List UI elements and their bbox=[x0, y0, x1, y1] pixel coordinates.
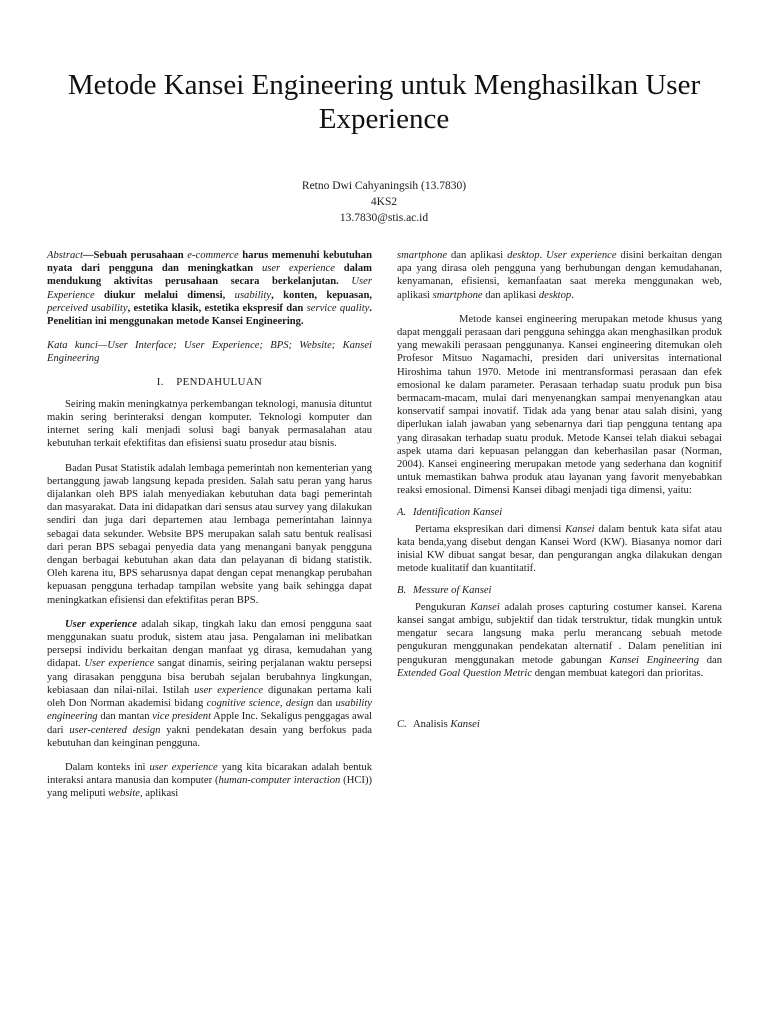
paper-title: Metode Kansei Engineering untuk Menghasilkan User Experience bbox=[67, 69, 701, 135]
paragraph-intro: Seiring makin meningkatnya perkembangan teknologi, manusia dituntut makin sering berinteraksi dengan komputer. Teknologi komputer dan internet sering kali menjadi solusi bagi banyak permasalahan atau kebutuhan terkait efektifitas dan efisiensi suatu prosedur atau bisnis. bbox=[47, 398, 372, 450]
section-title: PENDAHULUAN bbox=[176, 375, 263, 388]
paragraph-user-experience: User experience adalah sikap, tingkah laku dan emosi pengguna saat menggunakan suatu produk, sistem atau jasa. Pengalaman ini melibatkan persepsi individu berkaitan dengan manfaat yg dirasa, kemudahan yang didapat. User experience sangat dinamis, seiring perjalanan waktu persepsi yang dirasakan pengguna bisa berubah sejalan berubahnya lingkungan, kebiasaan dan nilai-nilai. Istilah user experience digunakan pertama kali oleh Don Norman akademisi bidang cognitive science, design dan usability engineering dan mantan vice president Apple Inc. Sekaligus penggagas awal dari user-centered design yakni pendekatan desain yang berfokus pada kebutuhan dan keinginan pengguna. bbox=[47, 618, 373, 749]
author-email: 13.7830@stis.ac.id bbox=[339, 212, 429, 224]
section-heading-pendahuluan bbox=[47, 376, 372, 389]
section-number: I. bbox=[156, 375, 164, 388]
subsection-heading-c: C. Analisis Kansei bbox=[397, 719, 480, 731]
paragraph-identification: Pertama ekspresikan dari dimensi Kansei dalam bentuk kata sifat atau kata benda,yang disebut dengan Kansei Word (KW). Biasanya nomor dari inisial KW dibuat sangat besar, dan pengurangan angka dilakukan dengan metode kualitatif dan kuantitatif. bbox=[397, 523, 722, 575]
abstract: Abstract—Sebuah perusahaan e-commerce harus memenuhi kebutuhan nyata dari pengguna dan meningkatkan user experience dalam mendukung aktivitas perusahaan secara berkelanjutan. User Experience diukur melalui dimensi, usability, konten, kepuasan, perceived usability, estetika klasik, estetika ekspresif dan service quality. Penelitian ini menggunakan metode Kansei Engineering. bbox=[47, 250, 373, 328]
paragraph-continued: smartphone dan aplikasi desktop. User experience disini berkaitan dengan apa yang dirasa oleh pengguna yang berhubungan dengan kemudahanan, kenyamanan, efisiensi, kemanfaatan saat mereka menggunakan web, aplikasi smartphone dan aplikasi desktop. bbox=[397, 250, 722, 301]
paragraph-kansei-method: Metode kansei engineering merupakan metode khusus yang dapat menggali perasaan dari pengguna sehingga akan menghasilkan produk yang mewakili perasaan penggunanya. Kansei engineering ditemukan oleh Profesor Mitsuo Nagamachi, presiden dari universitas international Hiroshima tahun 1970. Metode ini mentransformasi perasaan dan efek emosional ke dalam parameter. Perasaan terhadap suatu produk pun bisa bermacam-macam, mulai dari menyenangkan sampai menyenangkan atau konservatif sampai inovatif. Tidak ada yang benar atau salah disini, yang diperlukan ialah jawaban yang sebenarnya dari tiap pengguna tentang apa yang dirasakan terhadap suatu produk. Metode Kansei telah diakui sebagai aspek utama dari kepuasan pelanggan dan keberhasilan pasar (Norman, 2004). Kansei engineering merupakan metode yang sederhana dan kognitif untuk memastikan bahwa produk atau layanan yang favorit menyebabkan reaksi emosional. Dimensi Kansei dibagi menjadi tiga dimensi, yaitu: bbox=[397, 313, 722, 497]
right-column bbox=[397, 249, 722, 735]
author-name: Retno Dwi Cahyaningsih (13.7830) bbox=[301, 180, 467, 192]
author-class: 4KS2 bbox=[370, 196, 398, 208]
subsection-heading-b: B. Messure of Kansei bbox=[397, 584, 492, 596]
keywords: Kata kunci—User Interface; User Experience; BPS; Website; Kansei Engineering bbox=[47, 340, 372, 365]
author-block bbox=[0, 178, 768, 226]
paragraph-measure: Pengukuran Kansei adalah proses capturing costumer kansei. Karena kansei sangat ambigu, subjektif dan tidak terstruktur, tidak mungkin untuk mengatur secara langsung maka perlu merancang sebuah metode pengukuran menggunakan pendekatan alternatif . Dalam penelitian ini pengukuran menggunakan metode gabungan Kansei Engineering dan Extended Goal Question Metric dengan membuat kategori dan prioritas. bbox=[397, 601, 722, 679]
subsection-heading-a: A. Identification Kansei bbox=[397, 506, 503, 518]
paragraph-context: Dalam konteks ini user experience yang kita bicarakan adalah bentuk interaksi antara manusia dan komputer (human-computer interaction (HCI)) yang meliputi website, aplikasi bbox=[47, 761, 373, 800]
paragraph-bps: Badan Pusat Statistik adalah lembaga pemerintah non kementerian yang bertanggung jawab langsung kepada presiden. Salah satu peran yang harus dijalankan oleh BPS ialah menyediakan kebutuhan data bagi pemerintah dan masyarakat. Data ini didapatkan dari sensus atau survey yang dilakukan sendiri dan juga dari departemen atau lembaga pemerintahan lainnya sebagai data sekunder. Website BPS merupakan salah satu bentuk realisasi dari peran BPS sebagai penyedia data yang menangani banyak pengguna dengan berbagai kebutuhan akan data dan pelayanan di bidang statistik. Oleh karena itu, BPS seharusnya dapat dengan cepat menangkap perubahan kepuasan pengguna terhadap tampilan website yang baik sehingga dapat meningkatkan efisiensi dan efektifitas peran BPS. bbox=[47, 462, 372, 606]
left-column bbox=[47, 249, 372, 801]
